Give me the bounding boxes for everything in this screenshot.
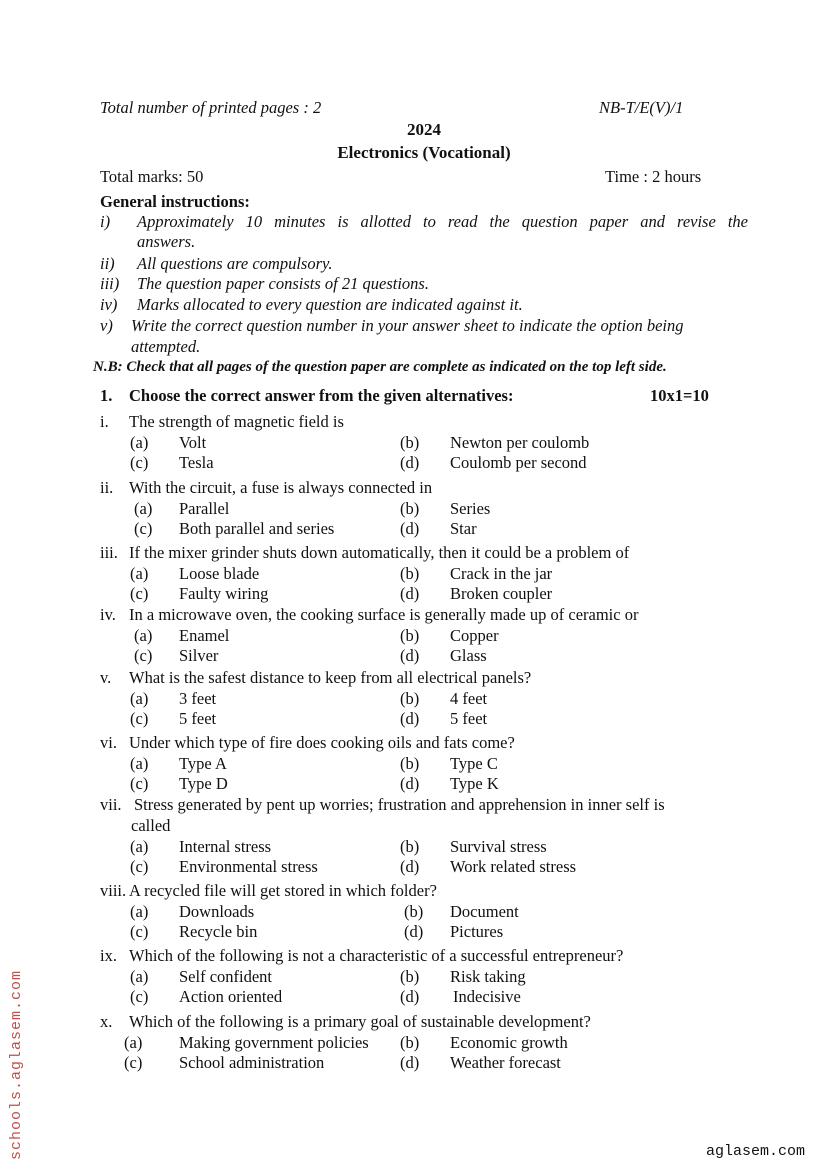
option-label: (d) bbox=[400, 709, 420, 728]
option-label: (a) bbox=[130, 433, 149, 452]
printed-pages: Total number of printed pages : 2 bbox=[100, 98, 322, 117]
option-text: Economic growth bbox=[450, 1033, 568, 1052]
option-text: 5 feet bbox=[450, 709, 488, 728]
option-label: (c) bbox=[134, 519, 153, 538]
option-label: (c) bbox=[130, 987, 149, 1006]
question-number: vii. bbox=[100, 795, 122, 814]
option-label: (d) bbox=[400, 857, 420, 876]
option-text: Pictures bbox=[450, 922, 504, 941]
question-number: viii. bbox=[100, 881, 127, 900]
question-number: iii. bbox=[100, 543, 118, 562]
option-label: (c) bbox=[134, 646, 153, 665]
option-label: (b) bbox=[400, 564, 420, 583]
question-text: If the mixer grinder shuts down automatically, then it could be a problem of bbox=[129, 543, 630, 562]
option-text: Document bbox=[450, 902, 519, 921]
question-number: iv. bbox=[100, 605, 116, 624]
instruction-num: iv) bbox=[100, 295, 118, 314]
question-text: What is the safest distance to keep from all electrical panels? bbox=[129, 668, 532, 687]
instruction-num: ii) bbox=[100, 254, 115, 273]
option-text: Type D bbox=[179, 774, 228, 793]
question-text: Which of the following is a primary goal of sustainable development? bbox=[129, 1012, 591, 1031]
question-text: Which of the following is not a characteristic of a successful entrepreneur? bbox=[129, 946, 624, 965]
option-label: (c) bbox=[124, 1053, 143, 1072]
option-label: (c) bbox=[130, 453, 149, 472]
option-text: Internal stress bbox=[179, 837, 272, 856]
option-text: Tesla bbox=[179, 453, 214, 472]
option-label: (d) bbox=[400, 646, 420, 665]
option-text: Silver bbox=[179, 646, 219, 665]
option-label: (c) bbox=[130, 709, 149, 728]
option-text: Self confident bbox=[179, 967, 273, 986]
option-text: 3 feet bbox=[179, 689, 217, 708]
question-text: Under which type of fire does cooking oils and fats come? bbox=[129, 733, 515, 752]
footer-watermark: aglasem.com bbox=[706, 1143, 806, 1160]
option-text: Volt bbox=[179, 433, 207, 452]
question-number: ix. bbox=[100, 946, 117, 965]
option-text: Crack in the jar bbox=[450, 564, 553, 583]
question-text: Stress generated by pent up worries; frustration and apprehension in inner self is bbox=[134, 795, 665, 814]
question-text-cont: called bbox=[131, 816, 171, 835]
option-text: 4 feet bbox=[450, 689, 488, 708]
question-number: i. bbox=[100, 412, 109, 431]
exam-year: 2024 bbox=[407, 120, 441, 139]
option-text: Parallel bbox=[179, 499, 230, 518]
option-text: Both parallel and series bbox=[179, 519, 335, 538]
side-watermark: schools.aglasem.com bbox=[8, 969, 25, 1160]
option-text: Survival stress bbox=[450, 837, 547, 856]
option-text: Downloads bbox=[179, 902, 255, 921]
option-label: (d) bbox=[404, 922, 424, 941]
question-number: x. bbox=[100, 1012, 113, 1031]
option-text: Type C bbox=[450, 754, 498, 773]
question-number: v. bbox=[100, 668, 112, 687]
option-label: (b) bbox=[400, 967, 420, 986]
option-text: Making government policies bbox=[179, 1033, 369, 1052]
option-label: (c) bbox=[130, 922, 149, 941]
option-label: (c) bbox=[130, 774, 149, 793]
option-text: Weather forecast bbox=[450, 1053, 561, 1072]
option-label: (a) bbox=[130, 967, 149, 986]
option-text: Indecisive bbox=[453, 987, 521, 1006]
option-text: Series bbox=[450, 499, 491, 518]
option-text: Copper bbox=[450, 626, 499, 645]
option-label: (a) bbox=[130, 902, 149, 921]
instruction-text: Approximately 10 minutes is allotted to read the question paper and revise the bbox=[137, 212, 748, 231]
option-text: 5 feet bbox=[179, 709, 217, 728]
option-label: (b) bbox=[400, 626, 420, 645]
option-text: Type A bbox=[179, 754, 227, 773]
option-label: (b) bbox=[400, 1033, 420, 1052]
option-label: (b) bbox=[400, 754, 420, 773]
option-label: (c) bbox=[130, 584, 149, 603]
option-label: (a) bbox=[130, 689, 149, 708]
option-label: (a) bbox=[130, 564, 149, 583]
instructions-title: General instructions: bbox=[100, 192, 250, 211]
option-text: Star bbox=[450, 519, 477, 538]
option-text: Enamel bbox=[179, 626, 230, 645]
question-text: A recycled file will get stored in which folder? bbox=[129, 881, 437, 900]
option-text: Coulomb per second bbox=[450, 453, 587, 472]
question-number: ii. bbox=[100, 478, 114, 497]
instruction-num: v) bbox=[100, 316, 113, 335]
option-label: (b) bbox=[400, 837, 420, 856]
subject-title: Electronics (Vocational) bbox=[337, 143, 511, 162]
option-text: Glass bbox=[450, 646, 487, 665]
option-label: (c) bbox=[130, 857, 149, 876]
option-text: School administration bbox=[179, 1053, 325, 1072]
option-label: (b) bbox=[400, 689, 420, 708]
option-label: (b) bbox=[400, 433, 420, 452]
time-allowed: Time : 2 hours bbox=[605, 167, 702, 186]
instruction-text-cont: attempted. bbox=[131, 337, 201, 356]
option-text: Faulty wiring bbox=[179, 584, 269, 603]
option-text: Environmental stress bbox=[179, 857, 318, 876]
option-label: (d) bbox=[400, 519, 420, 538]
instruction-text-cont: answers. bbox=[137, 232, 196, 251]
option-label: (d) bbox=[400, 1053, 420, 1072]
option-label: (a) bbox=[124, 1033, 143, 1052]
option-label: (a) bbox=[130, 837, 149, 856]
instruction-text: The question paper consists of 21 questions. bbox=[137, 274, 429, 293]
option-text: Loose blade bbox=[179, 564, 260, 583]
instruction-text: Write the correct question number in your answer sheet to indicate the option being bbox=[131, 316, 684, 335]
instruction-text: Marks allocated to every question are indicated against it. bbox=[137, 295, 523, 314]
option-label: (b) bbox=[400, 499, 420, 518]
option-label: (b) bbox=[404, 902, 424, 921]
section-number: 1. bbox=[100, 386, 113, 405]
section-title: Choose the correct answer from the given alternatives: bbox=[129, 386, 514, 405]
total-marks: Total marks: 50 bbox=[100, 167, 204, 186]
option-label: (d) bbox=[400, 584, 420, 603]
option-label: (d) bbox=[400, 987, 420, 1006]
option-text: Action oriented bbox=[179, 987, 283, 1006]
question-text: With the circuit, a fuse is always connected in bbox=[129, 478, 433, 497]
option-label: (d) bbox=[400, 774, 420, 793]
instruction-num: i) bbox=[100, 212, 111, 231]
nb-note: N.B: Check that all pages of the question paper are complete as indicated on the top left side. bbox=[93, 359, 667, 375]
option-text: Type K bbox=[450, 774, 499, 793]
option-text: Newton per coulomb bbox=[450, 433, 590, 452]
instruction-text: All questions are compulsory. bbox=[137, 254, 333, 273]
instruction-num: iii) bbox=[100, 274, 120, 293]
question-text: In a microwave oven, the cooking surface is generally made up of ceramic or bbox=[129, 605, 639, 624]
question-text: The strength of magnetic field is bbox=[129, 412, 344, 431]
option-text: Work related stress bbox=[450, 857, 577, 876]
option-text: Recycle bin bbox=[179, 922, 258, 941]
paper-code: NB-T/E(V)/1 bbox=[599, 98, 684, 117]
option-label: (a) bbox=[130, 754, 149, 773]
question-number: vi. bbox=[100, 733, 117, 752]
section-marks: 10x1=10 bbox=[650, 386, 709, 405]
option-label: (d) bbox=[400, 453, 420, 472]
option-label: (a) bbox=[134, 626, 153, 645]
option-label: (a) bbox=[134, 499, 153, 518]
option-text: Risk taking bbox=[450, 967, 526, 986]
option-text: Broken coupler bbox=[450, 584, 553, 603]
